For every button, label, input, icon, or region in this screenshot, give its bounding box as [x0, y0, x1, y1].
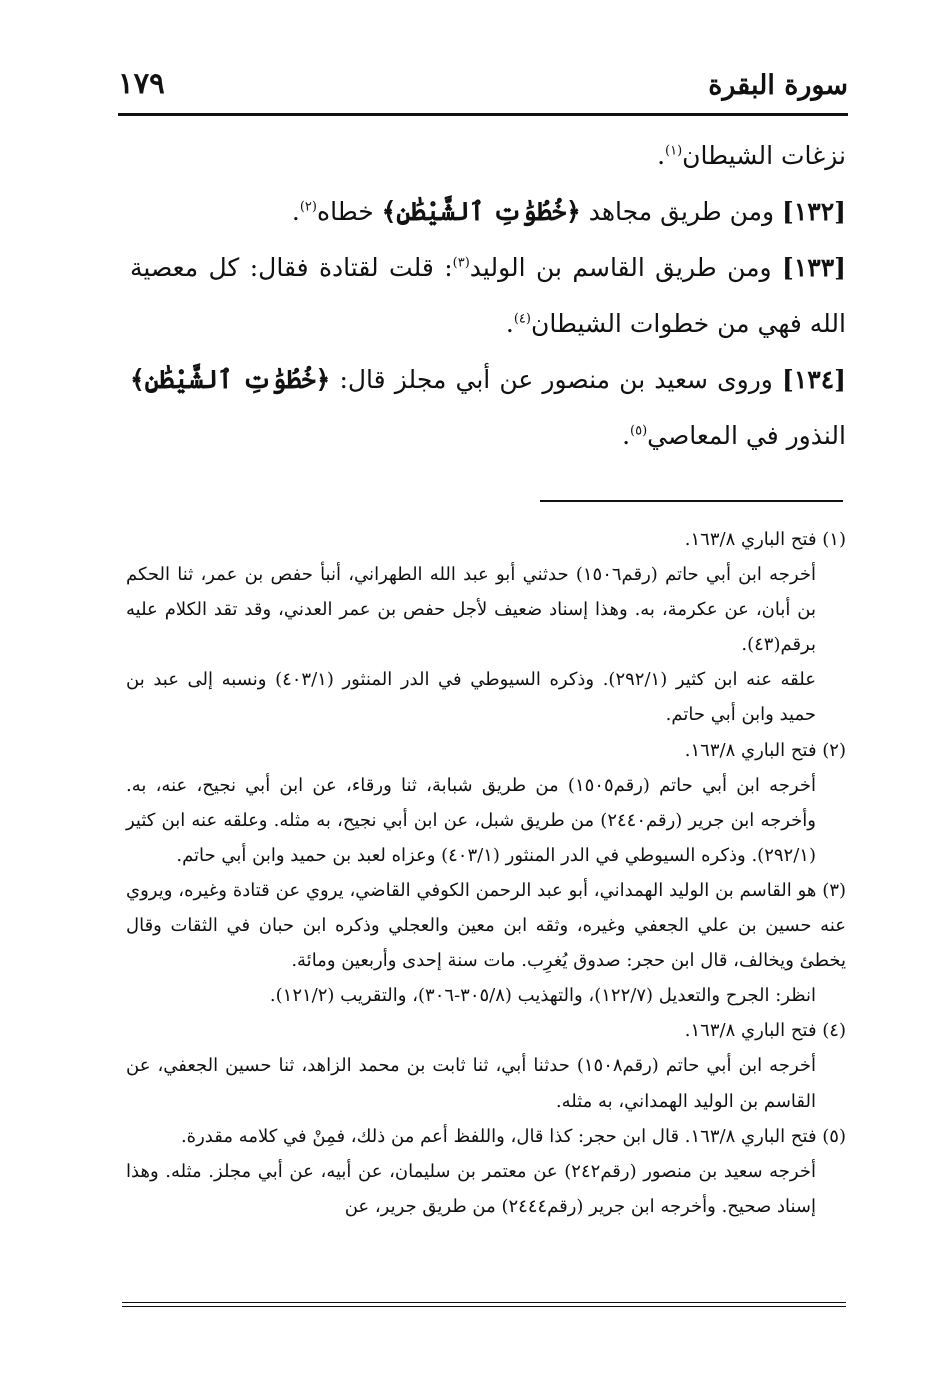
bottom-rule: [122, 1302, 846, 1303]
footnote-2-head: (٢) فتح الباري ١٦٣/٨.: [684, 739, 846, 761]
footnote-1-body-1: أخرجه ابن أبي حاتم (رقم١٥٠٦) حدثني أبو عبد الله الطهراني، أنبأ حفص بن عمر، ثنا الحكم بن أبان، عن عكرمة، به. وهذا إسناد ضعيف لأجل حفص بن عمر العدني، وقد تقد الكلام عليه برقم(٤٣).: [126, 564, 816, 656]
page-header: [118, 56, 848, 112]
entry-number-132: [١٣٢]: [782, 197, 846, 226]
entry-after-134: النذور في المعاصي: [647, 421, 846, 450]
quran-quote-134: ﴿خُطُوَٰتِ ٱلشَّيْطَٰنِ﴾: [130, 365, 331, 394]
entry-134: [١٣٤] وروى سعيد بن منصور عن أبي مجلز قال: ﴿خُطُوَٰتِ ٱلشَّيْطَٰنِ﴾ النذور في المعاصي$^{(٥)}$.: [130, 365, 847, 450]
entry-133: [١٣٣] ومن طريق القاسم بن الوليد$^{(٣)}$: قلت لقتادة فقال: كل معصية الله فهي من خطوات الشيطان$^{(٤)}$.: [130, 253, 846, 338]
entry-number-133: [١٣٣]: [782, 253, 846, 282]
entry-text-134: وروى سعيد بن منصور عن أبي مجلز قال:: [339, 365, 773, 394]
entry-number-134: [١٣٤]: [782, 365, 847, 394]
entry-text-133: ومن طريق القاسم بن الوليد: [469, 253, 772, 282]
page-number: ١٧٩: [118, 66, 165, 100]
entry-132: [١٣٢] ومن طريق مجاهد ﴿خُطُوَٰتِ ٱلشَّيْطَٰنِ﴾ خطاه$^{(٢)}$.: [291, 197, 846, 226]
footnote-5-head: (٥) فتح الباري ١٦٣/٨. قال ابن حجر: كذا قال، واللفظ أعم من ذلك، فمِنْ في كلامه مقدرة.: [180, 1125, 846, 1147]
footnote-ref-2[interactable]: (٢): [299, 199, 317, 215]
bottom-rule-second: [122, 1306, 846, 1307]
footnote-1-body-2: علقه عنه ابن كثير (٢٩٢/١). وذكره السيوطي في الدر المنثور (٤٠٣/١) ونسبه إلى عبد بن حميد وابن أبي حاتم.: [126, 669, 816, 726]
footnote-ref-5[interactable]: (٥): [630, 423, 648, 439]
footnote-ref-4[interactable]: (٤): [513, 311, 531, 327]
quran-quote-132: ﴿خُطُوَٰتِ ٱلشَّيْطَٰنِ﴾: [381, 197, 581, 226]
footnote-3-body-1: انظر: الجرح والتعديل (١٢٢/٧)، والتهذيب (٣٠٥/٨-٣٠٦)، والتقريب (١٢١/٢).: [269, 985, 816, 1007]
footnote-3-head: (٣) هو القاسم بن الوليد الهمداني، أبو عبد الرحمن الكوفي القاضي، يروي عن قتادة وغيره، ويروي عنه حسين بن علي الجعفي وغيره، وثقه ابن معين والعجلي وذكره ابن حبان في الثقات وقال يخطئ ويخالف، قال ابن حجر: صدوق يُغرِب. مات سنة إحدى وأربعين ومائة.: [126, 879, 847, 972]
intro-text: نزغات الشيطان: [682, 141, 846, 170]
main-paragraph-intro: نزغات الشيطان$^{(١)}$.: [657, 141, 846, 170]
entry-after-132: خطاه: [316, 197, 374, 226]
footnote-ref-1[interactable]: (١): [665, 143, 683, 159]
footnote-ref-3[interactable]: (٣): [452, 255, 470, 271]
entry-text-132: ومن طريق مجاهد: [588, 197, 775, 226]
footnote-5-body-1: أخرجه سعيد بن منصور (رقم٢٤٢) عن معتمر بن سليمان، عن أبيه، عن أبي مجلز. مثله. وهذا إسناد صحيح. وأخرجه ابن جرير (رقم٢٤٤٤) من طريق جرير، عن: [126, 1160, 816, 1217]
main-text: [130, 128, 846, 464]
footnote-1-head: (١) فتح الباري ١٦٣/٨.: [684, 529, 846, 550]
footnote-4-head: (٤) فتح الباري ١٦٣/٨.: [684, 1020, 846, 1042]
entry-after-133: : قلت لقتادة فقال: كل معصية الله فهي من خطوات الشيطان: [130, 253, 846, 338]
footnotes: [126, 522, 846, 1224]
surah-title: سورة البقرة: [708, 70, 848, 101]
footnote-2-body-1: أخرجه ابن أبي حاتم (رقم١٥٠٥) من طريق شبابة، ثنا ورقاء، عن ابن أبي نجيح، عنه، به. وأخرجه ابن جرير (رقم٢٤٤٠) من طريق شبل، عن ابن أبي نجيح، به مثله. وعلقه عنه ابن كثير (٢٩٢/١). وذكره السيوطي في الدر المنثور (٤٠٣/١) وعزاه لعبد بن حميد وابن أبي حاتم.: [126, 774, 816, 866]
footnote-4-body-1: أخرجه ابن أبي حاتم (رقم١٥٠٨) حدثنا أبي، ثنا ثابت بن محمد الزاهد، ثنا حسين الجعفي، عن القاسم بن الوليد الهمداني، به مثله.: [126, 1055, 816, 1112]
footnote-separator: [540, 500, 843, 502]
header-rule: [118, 113, 848, 116]
